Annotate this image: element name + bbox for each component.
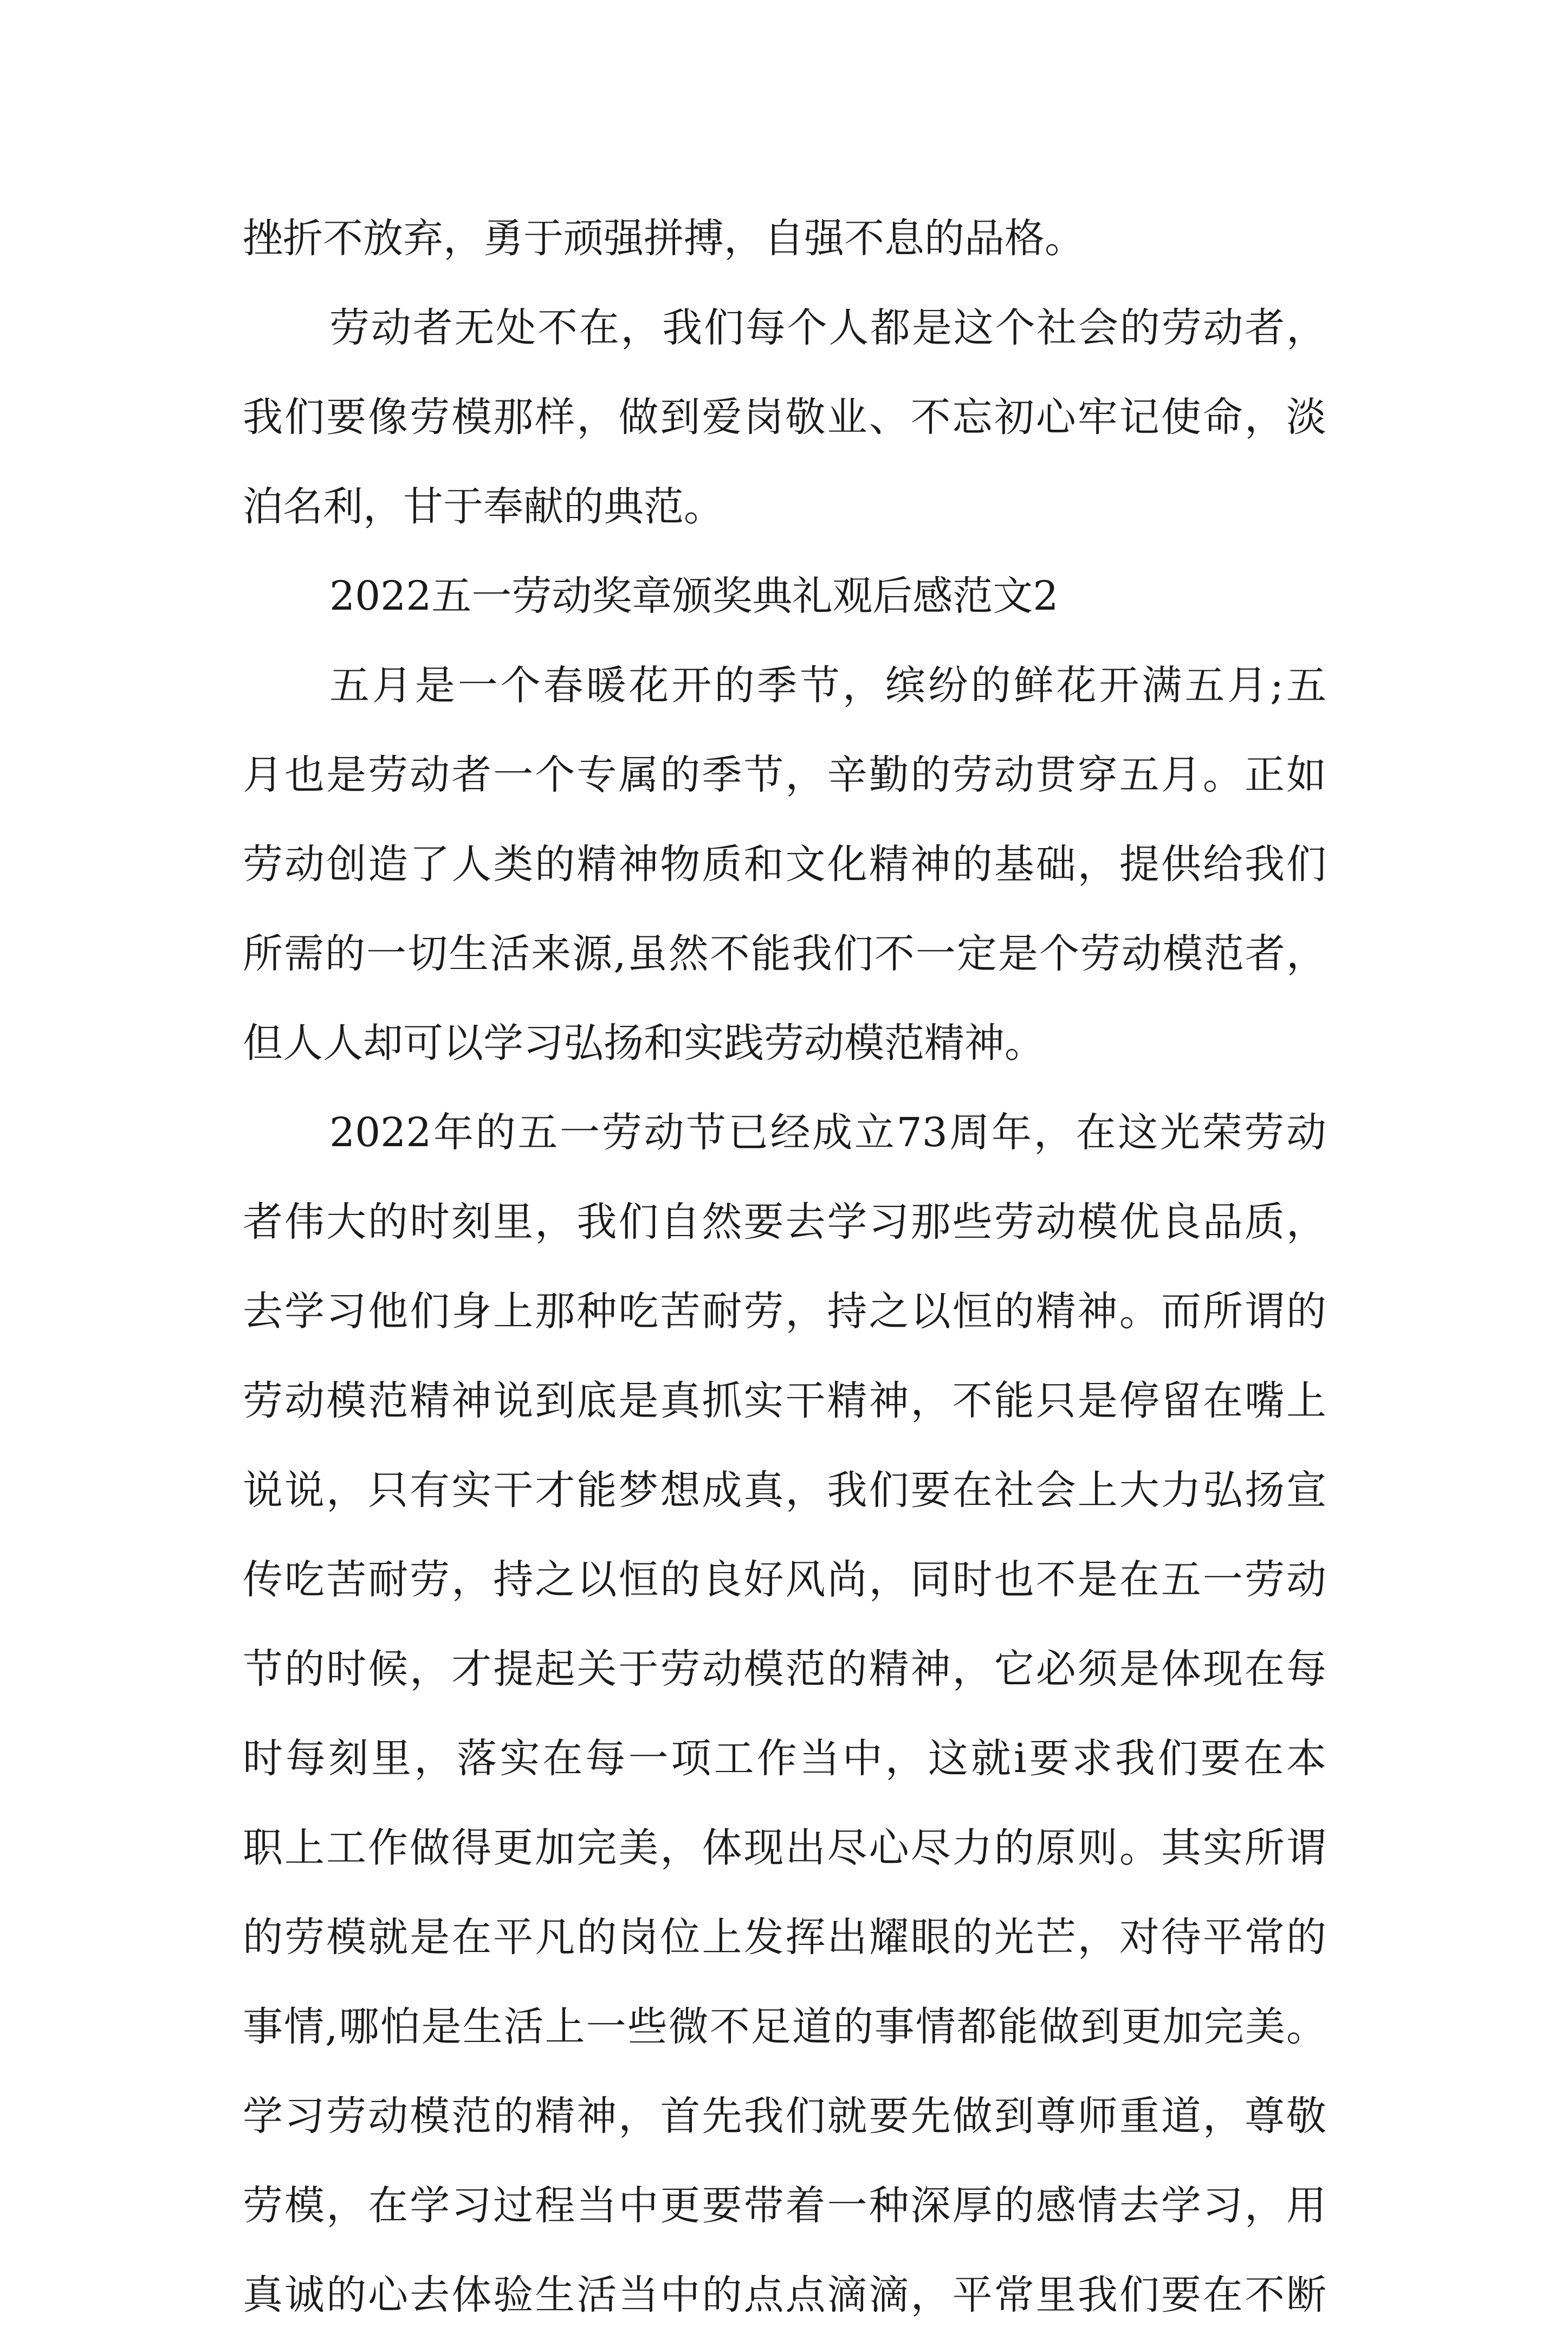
- text-line: 劳动模范精神说到底是真抓实干精神，不能只是停留在嘴上: [243, 1378, 1326, 1424]
- text-line: 事情,哪怕是生活上一些微不足道的事情都能做到更加完美。: [243, 2003, 1326, 2050]
- text-line: 的劳模就是在平凡的岗位上发挥出耀眼的光芒，对待平常的: [243, 1914, 1326, 1961]
- text-line: 所需的一切生活来源,虽然不能我们不一定是个劳动模范者，: [243, 930, 1326, 977]
- document-body: [243, 194, 1326, 2340]
- text-line: 泊名利，甘于奉献的典范。: [243, 483, 724, 530]
- text-line: 节的时候，才提起关于劳动模范的精神，它必须是体现在每: [243, 1646, 1326, 1692]
- text-line: 2022五一劳动奖章颁奖典礼观后感范文2: [329, 573, 1059, 619]
- text-line: 去学习他们身上那种吃苦耐劳，持之以恒的精神。而所谓的: [243, 1288, 1326, 1335]
- text-line: 劳动者无处不在，我们每个人都是这个社会的劳动者，: [329, 305, 1326, 351]
- text-line: 传吃苦耐劳，持之以恒的良好风尚，同时也不是在五一劳动: [243, 1556, 1326, 1603]
- text-line: 挫折不放弃，勇于顽强拼搏，自强不息的品格。: [243, 215, 1085, 262]
- text-line: 月也是劳动者一个专属的季节，辛勤的劳动贯穿五月。正如: [243, 752, 1326, 798]
- text-line: 但人人却可以学习弘扬和实践劳动模范精神。: [243, 1020, 1045, 1066]
- text-line: 劳模，在学习过程当中更要带着一种深厚的感情去学习，用: [243, 2182, 1326, 2229]
- text-line: 2022年的五一劳动节已经成立73周年，在这光荣劳动: [329, 1109, 1326, 1156]
- text-line: 我们要像劳模那样，做到爱岗敬业、不忘初心牢记使命，淡: [243, 394, 1326, 441]
- text-line: 时每刻里，落实在每一项工作当中，这就i要求我们要在本: [243, 1735, 1326, 1782]
- text-line: 五月是一个春暖花开的季节，缤纷的鲜花开满五月;五: [329, 662, 1326, 709]
- text-line: 学习劳动模范的精神，首先我们就要先做到尊师重道，尊敬: [243, 2093, 1326, 2139]
- text-line: 者伟大的时刻里，我们自然要去学习那些劳动模优良品质，: [243, 1199, 1326, 1245]
- text-line: 劳动创造了人类的精神物质和文化精神的基础，提供给我们: [243, 841, 1326, 888]
- text-line: 真诚的心去体验生活当中的点点滴滴，平常里我们要在不断: [243, 2272, 1326, 2318]
- text-line: 说说，只有实干才能梦想成真，我们要在社会上大力弘扬宣: [243, 1467, 1326, 1514]
- text-line: 职上工作做得更加完美，体现出尽心尽力的原则。其实所谓: [243, 1825, 1326, 1871]
